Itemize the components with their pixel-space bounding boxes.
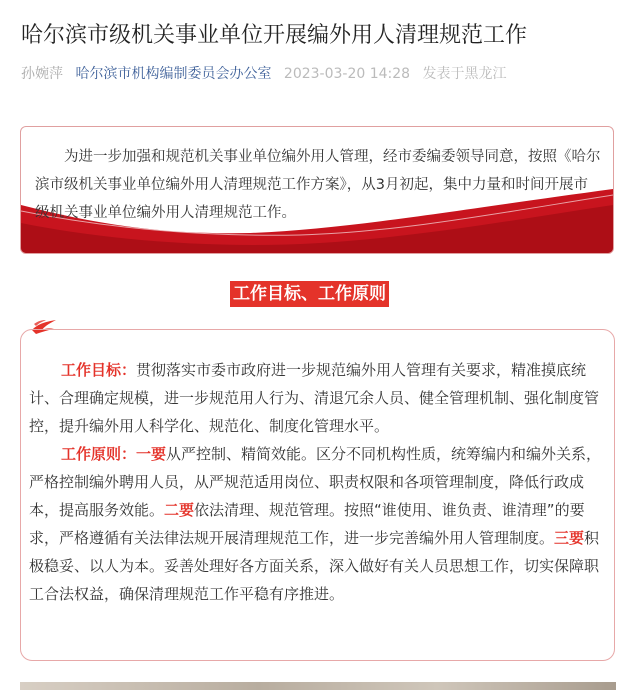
publish-location: 发表于黑龙江 <box>422 66 507 82</box>
principle-3-label: 三要 <box>554 529 585 547</box>
section-title: 工作目标、工作原则 <box>230 281 389 307</box>
principle-1-label: 一要 <box>136 445 167 463</box>
source-link[interactable]: 哈尔滨市机构编制委员会办公室 <box>75 66 272 82</box>
principles-sep: ： <box>121 445 137 463</box>
principles-label: 工作原则 <box>61 445 122 463</box>
goals-paragraph <box>29 356 605 440</box>
principle-2-label: 二要 <box>164 501 195 519</box>
article-title: 哈尔滨市级机关事业单位开展编外用人清理规范工作 <box>21 23 528 48</box>
intro-text: 为进一步加强和规范机关事业单位编外用人管理，经市委编委领导同意，按照《哈尔滨市级机关事业单位编外用人清理规范工作方案》，从3月初起，集中力量和时间开展市级机关事业单位编外用人清理规范工作。 <box>35 149 601 221</box>
author-name: 孙婉萍 <box>21 66 63 82</box>
content-text <box>29 356 605 608</box>
principles-paragraph <box>29 440 605 608</box>
principle-3-text: 积极稳妥、以人为本。妥善处理好各方面关系，深入做好有关人员思想工作，切实保障职工合法权益，确保清理规范工作平稳有序推进。 <box>29 529 600 603</box>
goals-text: 贯彻落实市委市政府进一步规范编外用人管理有关要求，精准摸底统计、合理确定规模，进一步规范用人行为、清退冗余人员、健全管理机制、强化制度管控，提升编外用人科学化、规范化、制度化管理水平。 <box>29 361 600 435</box>
bottom-image <box>20 682 616 690</box>
goals-label: 工作目标： <box>61 361 137 379</box>
principle-2-text: 依法清理、规范管理。按照“谁使用、谁负责、谁清理”的要求，严格遵循有关法律法规开展清理规范工作，进一步完善编外用人管理制度。 <box>29 501 585 547</box>
article-meta <box>21 64 507 84</box>
intro-box <box>20 126 614 254</box>
content-box <box>20 329 615 661</box>
publish-datetime: 2023-03-20 14:28 <box>283 66 411 82</box>
principle-1-text: 从严控制、精简效能。区分不同机构性质，统筹编内和编外关系，严格控制编外聘用人员，从严规范适用岗位、职责权限和各项管理制度，降低行政成本，提高服务效能。 <box>29 445 602 519</box>
